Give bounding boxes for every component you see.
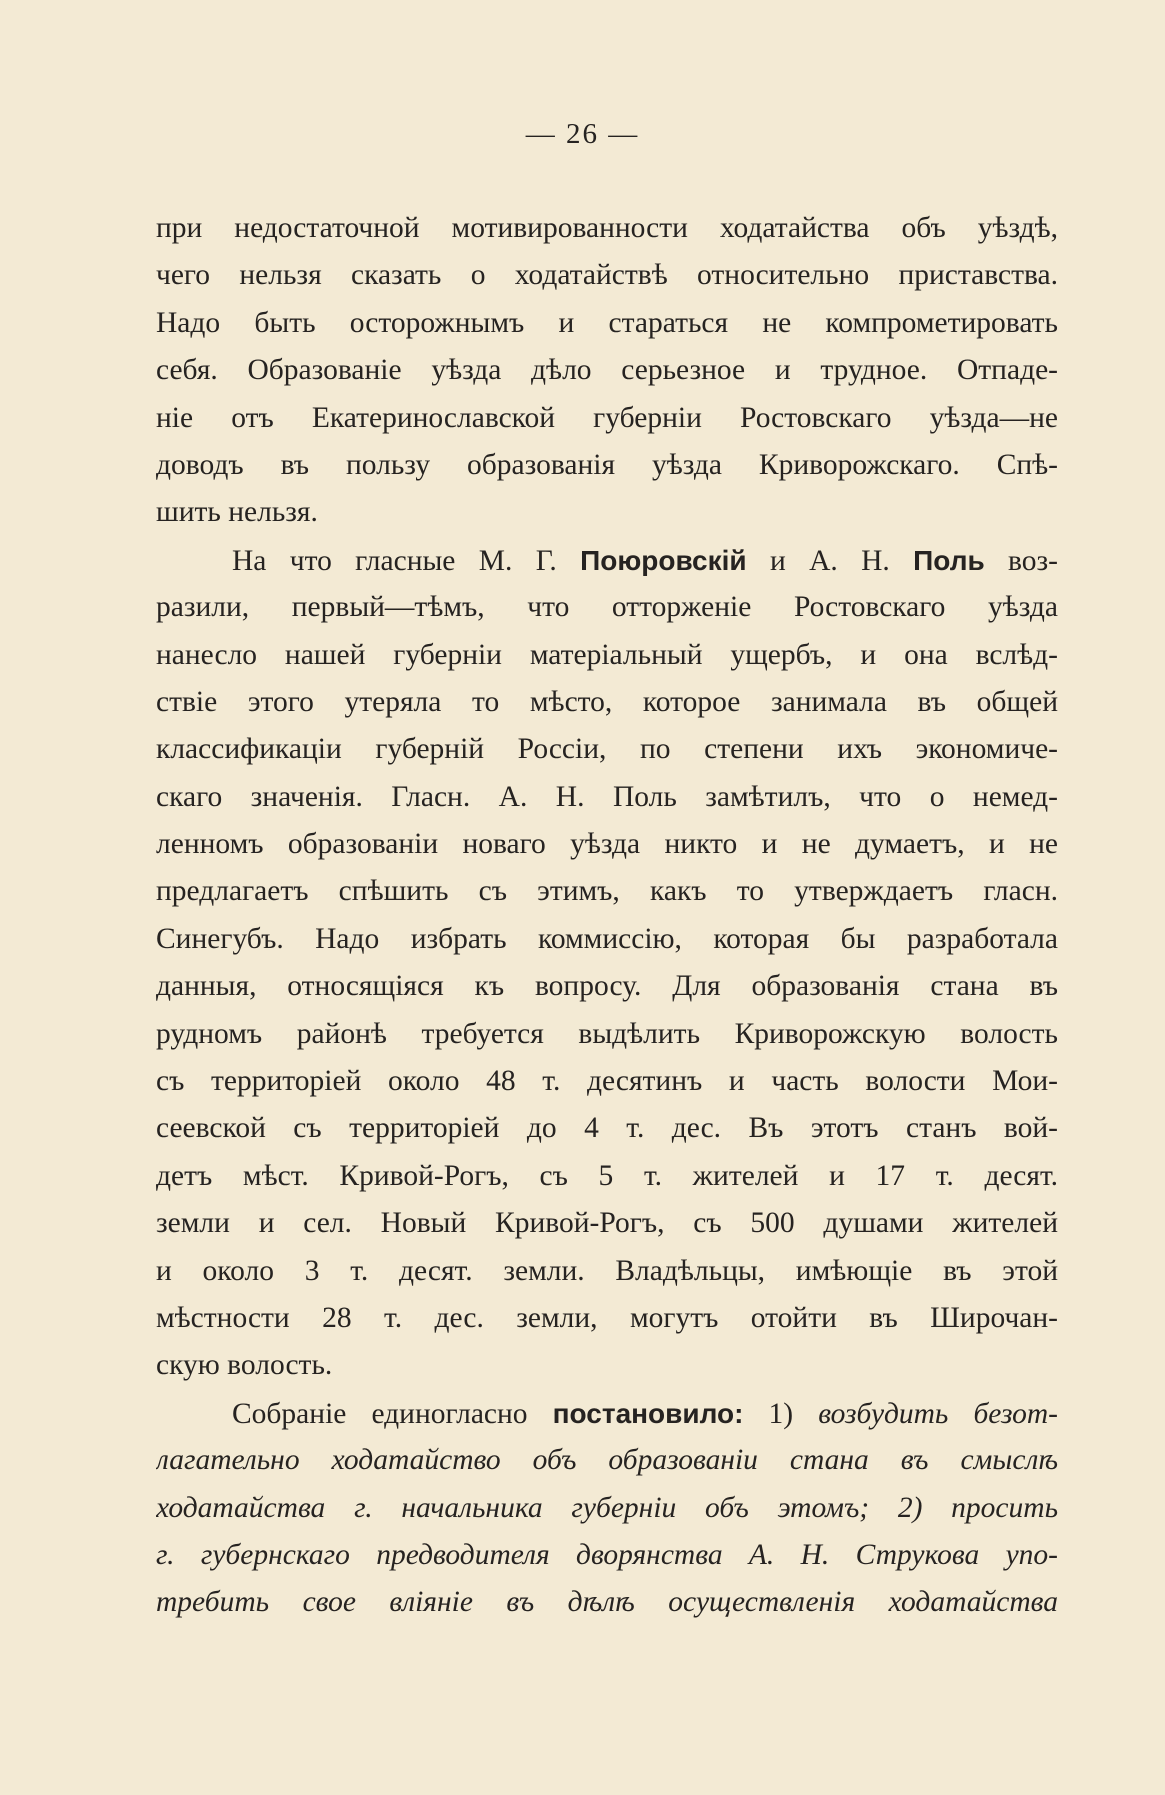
text-line: нанесло нашей губерніи матеріальный ущербъ, и она вслѣд- — [156, 638, 1058, 671]
text-fragment: На что гласные М. Г. — [232, 544, 581, 577]
text-fragment: воз- — [984, 544, 1058, 577]
text-line: ходатайства г. начальника губерніи объ этомъ; 2) просить — [156, 1491, 1058, 1524]
text-line: разили, первый—тѣмъ, что отторженіе Ростовскаго уѣзда — [156, 591, 1058, 624]
text-line: ніе отъ Екатеринославской губерніи Ростовскаго уѣзда—не — [156, 401, 1058, 434]
text-line: скаго значенія. Гласн. А. Н. Поль замѣтилъ, что о немед- — [156, 780, 1058, 813]
text-line: классификаціи губерній Россіи, по степени ихъ экономиче- — [156, 733, 1058, 766]
text-fragment: и А. Н. — [746, 544, 914, 577]
text-line: себя. Образованіе уѣзда дѣло серьезное и трудное. Отпаде- — [156, 354, 1058, 387]
text-line: ствіе этого утеряла то мѣсто, которое занимала въ общей — [156, 685, 1058, 718]
text-line: предлагаетъ спѣшить съ этимъ, какъ то утверждаетъ гласн. — [156, 875, 1058, 908]
text-line — [156, 1390, 1058, 1437]
page-number: — 26 — — [525, 118, 640, 150]
bold-name: Поюровскій — [580, 544, 747, 576]
text-line: данныя, относящіяся къ вопросу. Для образованія стана въ — [156, 970, 1058, 1003]
text-line: сеевской съ территоріей до 4 т. дес. Въ этотъ станъ вой- — [156, 1112, 1058, 1145]
bold-name: Поль — [913, 544, 985, 576]
text-line: доводъ въ пользу образованія уѣзда Криворожскаго. Спѣ- — [156, 448, 1058, 481]
text-line: Надо быть осторожнымъ и стараться не компрометировать — [156, 306, 1058, 339]
text-fragment: возбудить безот- — [818, 1397, 1058, 1430]
text-fragment: 1) — [743, 1397, 819, 1430]
text-line: г. губернскаго предводителя дворянства А. Н. Струкова упо- — [156, 1538, 1058, 1571]
body-text — [156, 205, 1058, 1627]
text-line: Синегубъ. Надо избрать коммиссію, которая бы разработала — [156, 922, 1058, 955]
text-line: шить нельзя. — [156, 496, 318, 529]
text-line: рудномъ районѣ требуется выдѣлить Криворожскую волость — [156, 1017, 1058, 1050]
text-line: ленномъ образованіи новаго уѣзда никто и не думаетъ, и не — [156, 828, 1058, 861]
text-line: земли и сел. Новый Кривой-Рогъ, съ 500 душами жителей — [156, 1207, 1058, 1240]
text-line: лагательно ходатайство объ образованіи стана въ смыслѣ — [156, 1444, 1058, 1477]
text-line — [156, 537, 1058, 584]
text-line: чего нельзя сказать о ходатайствѣ относительно приставства. — [156, 259, 1058, 292]
text-line: скую волость. — [156, 1349, 333, 1382]
text-line: при недостаточной мотивированности ходатайства объ уѣздѣ, — [156, 212, 1058, 244]
text-line: детъ мѣст. Кривой-Рогъ, съ 5 т. жителей и 17 т. десят. — [156, 1159, 1058, 1192]
text-line: мѣстности 28 т. дес. земли, могутъ отойти въ Широчан- — [156, 1301, 1058, 1334]
text-line: съ территоріей около 48 т. десятинъ и часть волости Мои- — [156, 1065, 1058, 1098]
bold-name: постановило: — [552, 1397, 744, 1429]
text-line: требить свое вліяніе въ дѣлѣ осуществленія ходатайства — [156, 1586, 1058, 1619]
text-line: и около 3 т. десят. земли. Владѣльцы, имѣющіе въ этой — [156, 1254, 1058, 1287]
text-fragment: Собраніе единогласно — [232, 1397, 553, 1430]
